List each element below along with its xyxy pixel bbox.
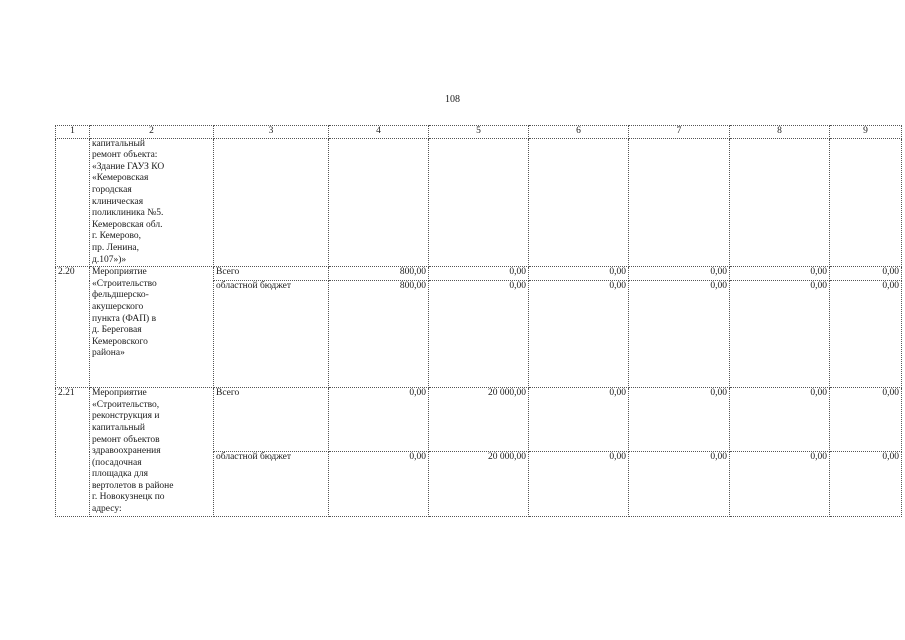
name-line: реконструкция и: [92, 411, 160, 422]
page-number: 108: [445, 94, 460, 105]
value-cell: 0,00: [529, 281, 629, 388]
name-line: здравоохранения: [92, 446, 161, 457]
name-line: адресу:: [92, 504, 122, 515]
value-cell: 0,00: [529, 452, 629, 516]
header-cell: 4: [329, 126, 429, 139]
name-line: фельдшерско-: [92, 290, 149, 301]
value-cell: 0,00: [730, 452, 830, 516]
measure-name-cell: [90, 138, 214, 267]
name-line: д.107»)»: [92, 254, 127, 265]
name-line: площадка для: [92, 469, 148, 480]
header-cell: 8: [730, 126, 830, 139]
name-line: пункта (ФАП) в: [92, 313, 157, 324]
funding-source-cell: областной бюджет: [214, 281, 329, 388]
value-cell: 0,00: [529, 267, 629, 281]
name-line: городская: [92, 184, 132, 195]
table-row-continued: [56, 138, 902, 267]
name-line: района»: [92, 348, 125, 359]
name-line: г. Кемерово,: [92, 231, 142, 242]
funding-source-cell: Всего: [214, 267, 329, 281]
value-cell: 0,00: [329, 452, 429, 516]
name-line: «Кемеровская: [92, 173, 149, 184]
row-number-cell: [56, 138, 90, 267]
value-cell: 20 000,00: [429, 388, 529, 452]
name-line: (посадочная: [92, 457, 142, 468]
name-line: Мероприятие: [92, 388, 147, 399]
row-number-cell: 2.21: [56, 388, 90, 517]
name-line: клиническая: [92, 196, 144, 207]
value-cell: 0,00: [629, 281, 730, 388]
row-number-cell: 2.20: [56, 267, 90, 388]
table-row: [56, 267, 902, 281]
measure-name-cell: [90, 388, 214, 517]
header-cell: 7: [629, 126, 730, 139]
value-cell: 0,00: [529, 388, 629, 452]
value-cell: 0,00: [730, 267, 830, 281]
name-line: «Строительство,: [92, 399, 160, 410]
name-line: «Строительство: [92, 278, 157, 289]
header-row: [56, 126, 902, 139]
name-line: поликлиника №5.: [92, 208, 164, 219]
name-line: Мероприятие: [92, 267, 147, 278]
value-cell: 0,00: [830, 388, 902, 452]
value-cell: 0,00: [730, 388, 830, 452]
name-line: капитальный: [92, 138, 145, 149]
value-cell: 800,00: [329, 267, 429, 281]
name-line: капитальный: [92, 422, 145, 433]
value-cell: 800,00: [329, 281, 429, 388]
value-cell: 0,00: [429, 281, 529, 388]
value-cell: 0,00: [830, 267, 902, 281]
name-line: акушерского: [92, 301, 144, 312]
header-cell: 3: [214, 126, 329, 139]
value-cell: 0,00: [629, 452, 730, 516]
table-row: [56, 388, 902, 452]
name-line: Кемеровского: [92, 336, 148, 347]
name-line: вертолетов в районе: [92, 480, 174, 491]
name-line: ремонт объектов: [92, 434, 160, 445]
value-cell: 20 000,00: [429, 452, 529, 516]
value-cell: 0,00: [429, 267, 529, 281]
name-line: д. Береговая: [92, 325, 142, 336]
budget-table: [55, 125, 902, 517]
name-line: пр. Ленина,: [92, 242, 140, 253]
measure-name-cell: [90, 267, 214, 388]
header-cell: 1: [56, 126, 90, 139]
header-cell: 9: [830, 126, 902, 139]
header-cell: 6: [529, 126, 629, 139]
value-cell: 0,00: [830, 452, 902, 516]
funding-source-cell: Всего: [214, 388, 329, 452]
value-cell: 0,00: [629, 388, 730, 452]
value-cell: 0,00: [329, 388, 429, 452]
header-cell: 2: [90, 126, 214, 139]
value-cell: 0,00: [629, 267, 730, 281]
value-cell: 0,00: [830, 281, 902, 388]
funding-source-cell: областной бюджет: [214, 452, 329, 516]
name-line: г. Новокузнецк по: [92, 492, 165, 503]
name-line: Кемеровская обл.: [92, 219, 163, 230]
header-cell: 5: [429, 126, 529, 139]
name-line: «Здание ГАУЗ КО: [92, 161, 165, 172]
value-cell: 0,00: [730, 281, 830, 388]
name-line: ремонт объекта:: [92, 150, 158, 161]
